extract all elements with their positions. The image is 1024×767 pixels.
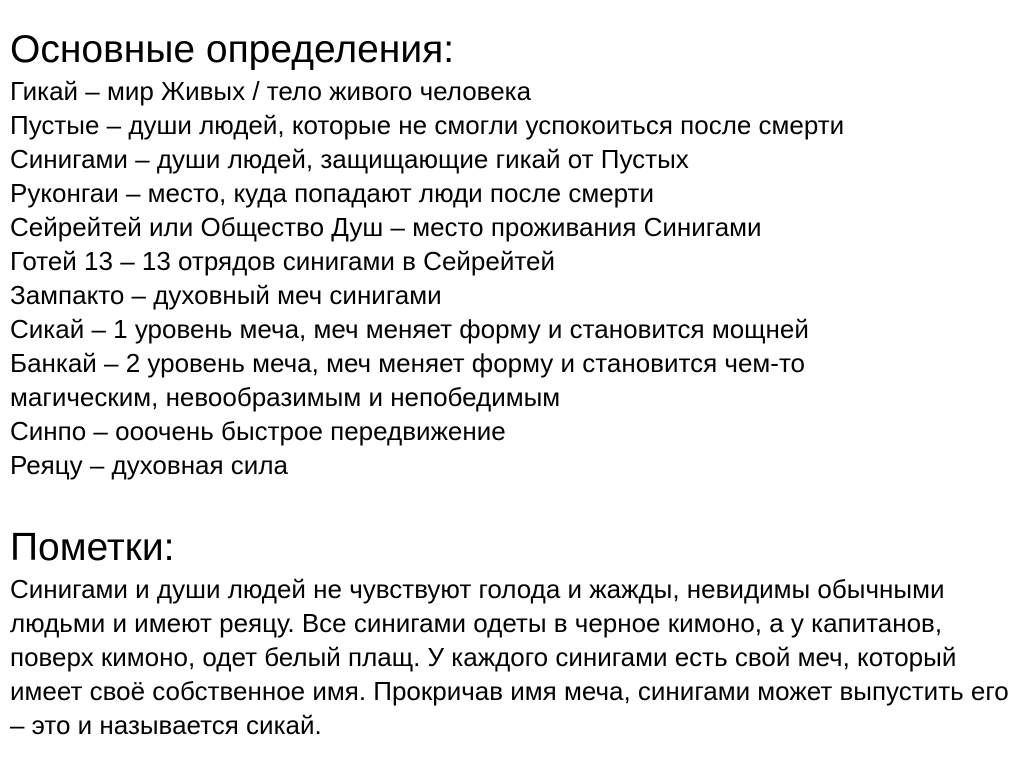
definition-item: Сейрейтей или Общество Душ – место проживания Синигами bbox=[10, 212, 762, 242]
definition-item: Синпо – ооочень быстрое передвижение bbox=[10, 416, 506, 446]
notes-paragraph: Синигами и души людей не чувствуют голода и жажды, невидимы обычными людьми и имеют реяцу. Все синигами одеты в черное кимоно, а у капитанов, поверх кимоно, одет белый плащ. У каждого синигами есть свой меч, который имеет своё собственное имя. Прокричав имя меча, синигами может выпустить его – это и называется сикай. bbox=[10, 574, 1009, 740]
section-spacer bbox=[10, 482, 1014, 524]
definitions-title: Основные определения: bbox=[10, 28, 455, 71]
definitions-list bbox=[10, 74, 1014, 482]
definition-item: Сикай – 1 уровень меча, меч меняет форму и становится мощней bbox=[10, 314, 809, 344]
slide-content bbox=[10, 26, 1014, 742]
definition-item: Пустые – души людей, которые не смогли успокоиться после смерти bbox=[10, 110, 845, 140]
definition-item: Синигами – души людей, защищающие гикай от Пустых bbox=[10, 144, 689, 174]
definition-item: Реяцу – духовная сила bbox=[10, 450, 288, 480]
definition-item: Зампакто – духовный меч синигами bbox=[10, 280, 442, 310]
definition-item: Банкай – 2 уровень меча, меч меняет форму и становится чем-то магическим, невообразимым и непобедимым bbox=[10, 348, 806, 412]
definition-item: Готей 13 – 13 отрядов синигами в Сейрейтей bbox=[10, 246, 555, 276]
definition-item: Руконгаи – место, куда попадают люди после смерти bbox=[10, 178, 654, 208]
notes-title: Пометки: bbox=[10, 526, 175, 569]
definition-item: Гикай – мир Живых / тело живого человека bbox=[10, 76, 532, 106]
